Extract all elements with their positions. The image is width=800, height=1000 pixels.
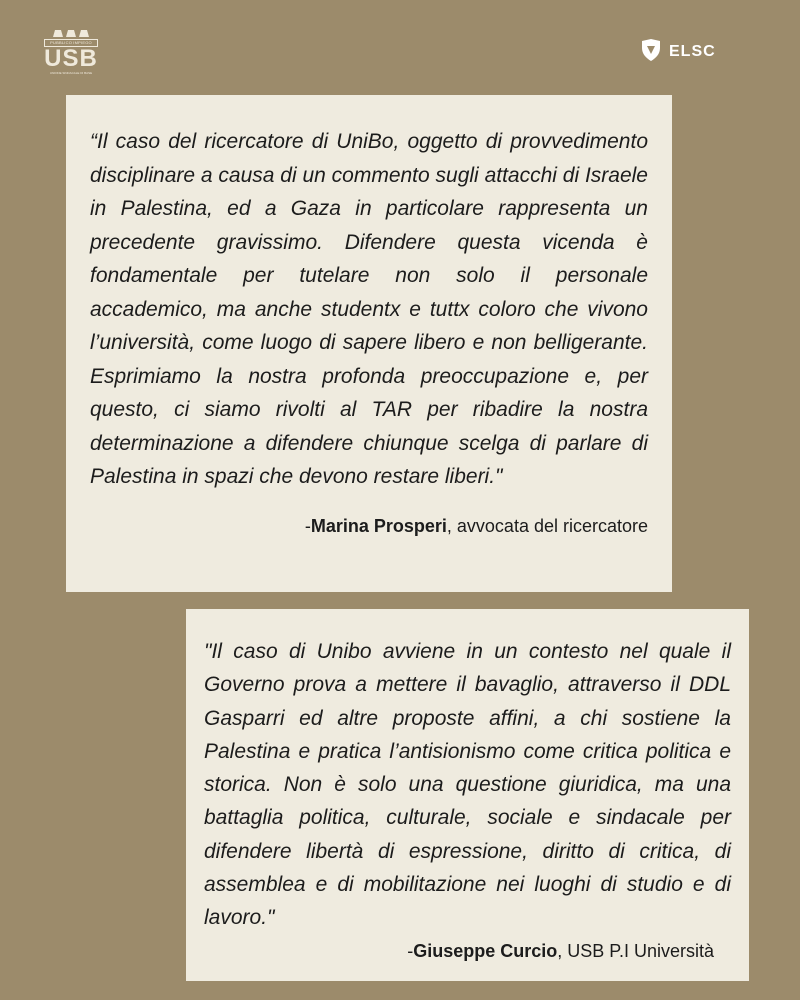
attribution-role: , USB P.I Università <box>557 940 714 961</box>
quote-text: “Il caso del ricercatore di UniBo, oggetto di provvedimento disciplinare a causa di un commento sugli attacchi di Israele in Palestina, ed a Gaza in particolare rappresenta un precedente gravissimo. Difendere questa vicenda è fondamentale per tutelare non solo il personale accademico, ma anche studentx e tuttx coloro che vivono l’università, come luogo di sapere libero e non belligerante. Esprimiamo la nostra profonda preoccupazione e, per questo, ci siamo rivolti al TAR per ribadire la nostra determinazione a difendere chiunque scelga di parlare di Palestina in spazi che devono restare liberi." <box>90 130 648 488</box>
usb-logo <box>44 30 98 76</box>
usb-logo-banner: PUBBLICO IMPIEGO <box>44 39 98 47</box>
elsc-logo <box>641 41 716 63</box>
quote-card-curcio <box>186 609 749 981</box>
shield-icon <box>641 39 661 66</box>
quote-attribution <box>204 941 731 962</box>
usb-logo-tagline: UNIONE SINDACALE DI BASE <box>49 71 93 75</box>
elsc-logo-text: ELSC <box>669 43 716 60</box>
attribution-name: Giuseppe Curcio <box>413 940 558 961</box>
quote-attribution <box>90 516 648 537</box>
attribution-role: , avvocata del ricercatore <box>446 515 648 536</box>
usb-logo-roofs <box>44 30 98 37</box>
usb-logo-letters: USB <box>44 45 98 72</box>
quote-text: "Il caso di Unibo avviene in un contesto nel quale il Governo prova a mettere il bavaglio, attraverso il DDL Gasparri ed altre proposte affini, a chi sostiene la Palestina e pratica l’antisionismo come critica politica e storica. Non è solo una questione giuridica, ma una battaglia politica, culturale, sociale e sindacale per difendere libertà di espressione, diritto di critica, di assemblea e di mobilitazione nei luoghi di studio e di lavoro." <box>204 640 731 930</box>
attribution-dash: - <box>304 515 311 536</box>
attribution-dash: - <box>407 940 414 961</box>
quote-card-prosperi <box>66 95 672 592</box>
attribution-name: Marina Prosperi <box>310 515 447 536</box>
